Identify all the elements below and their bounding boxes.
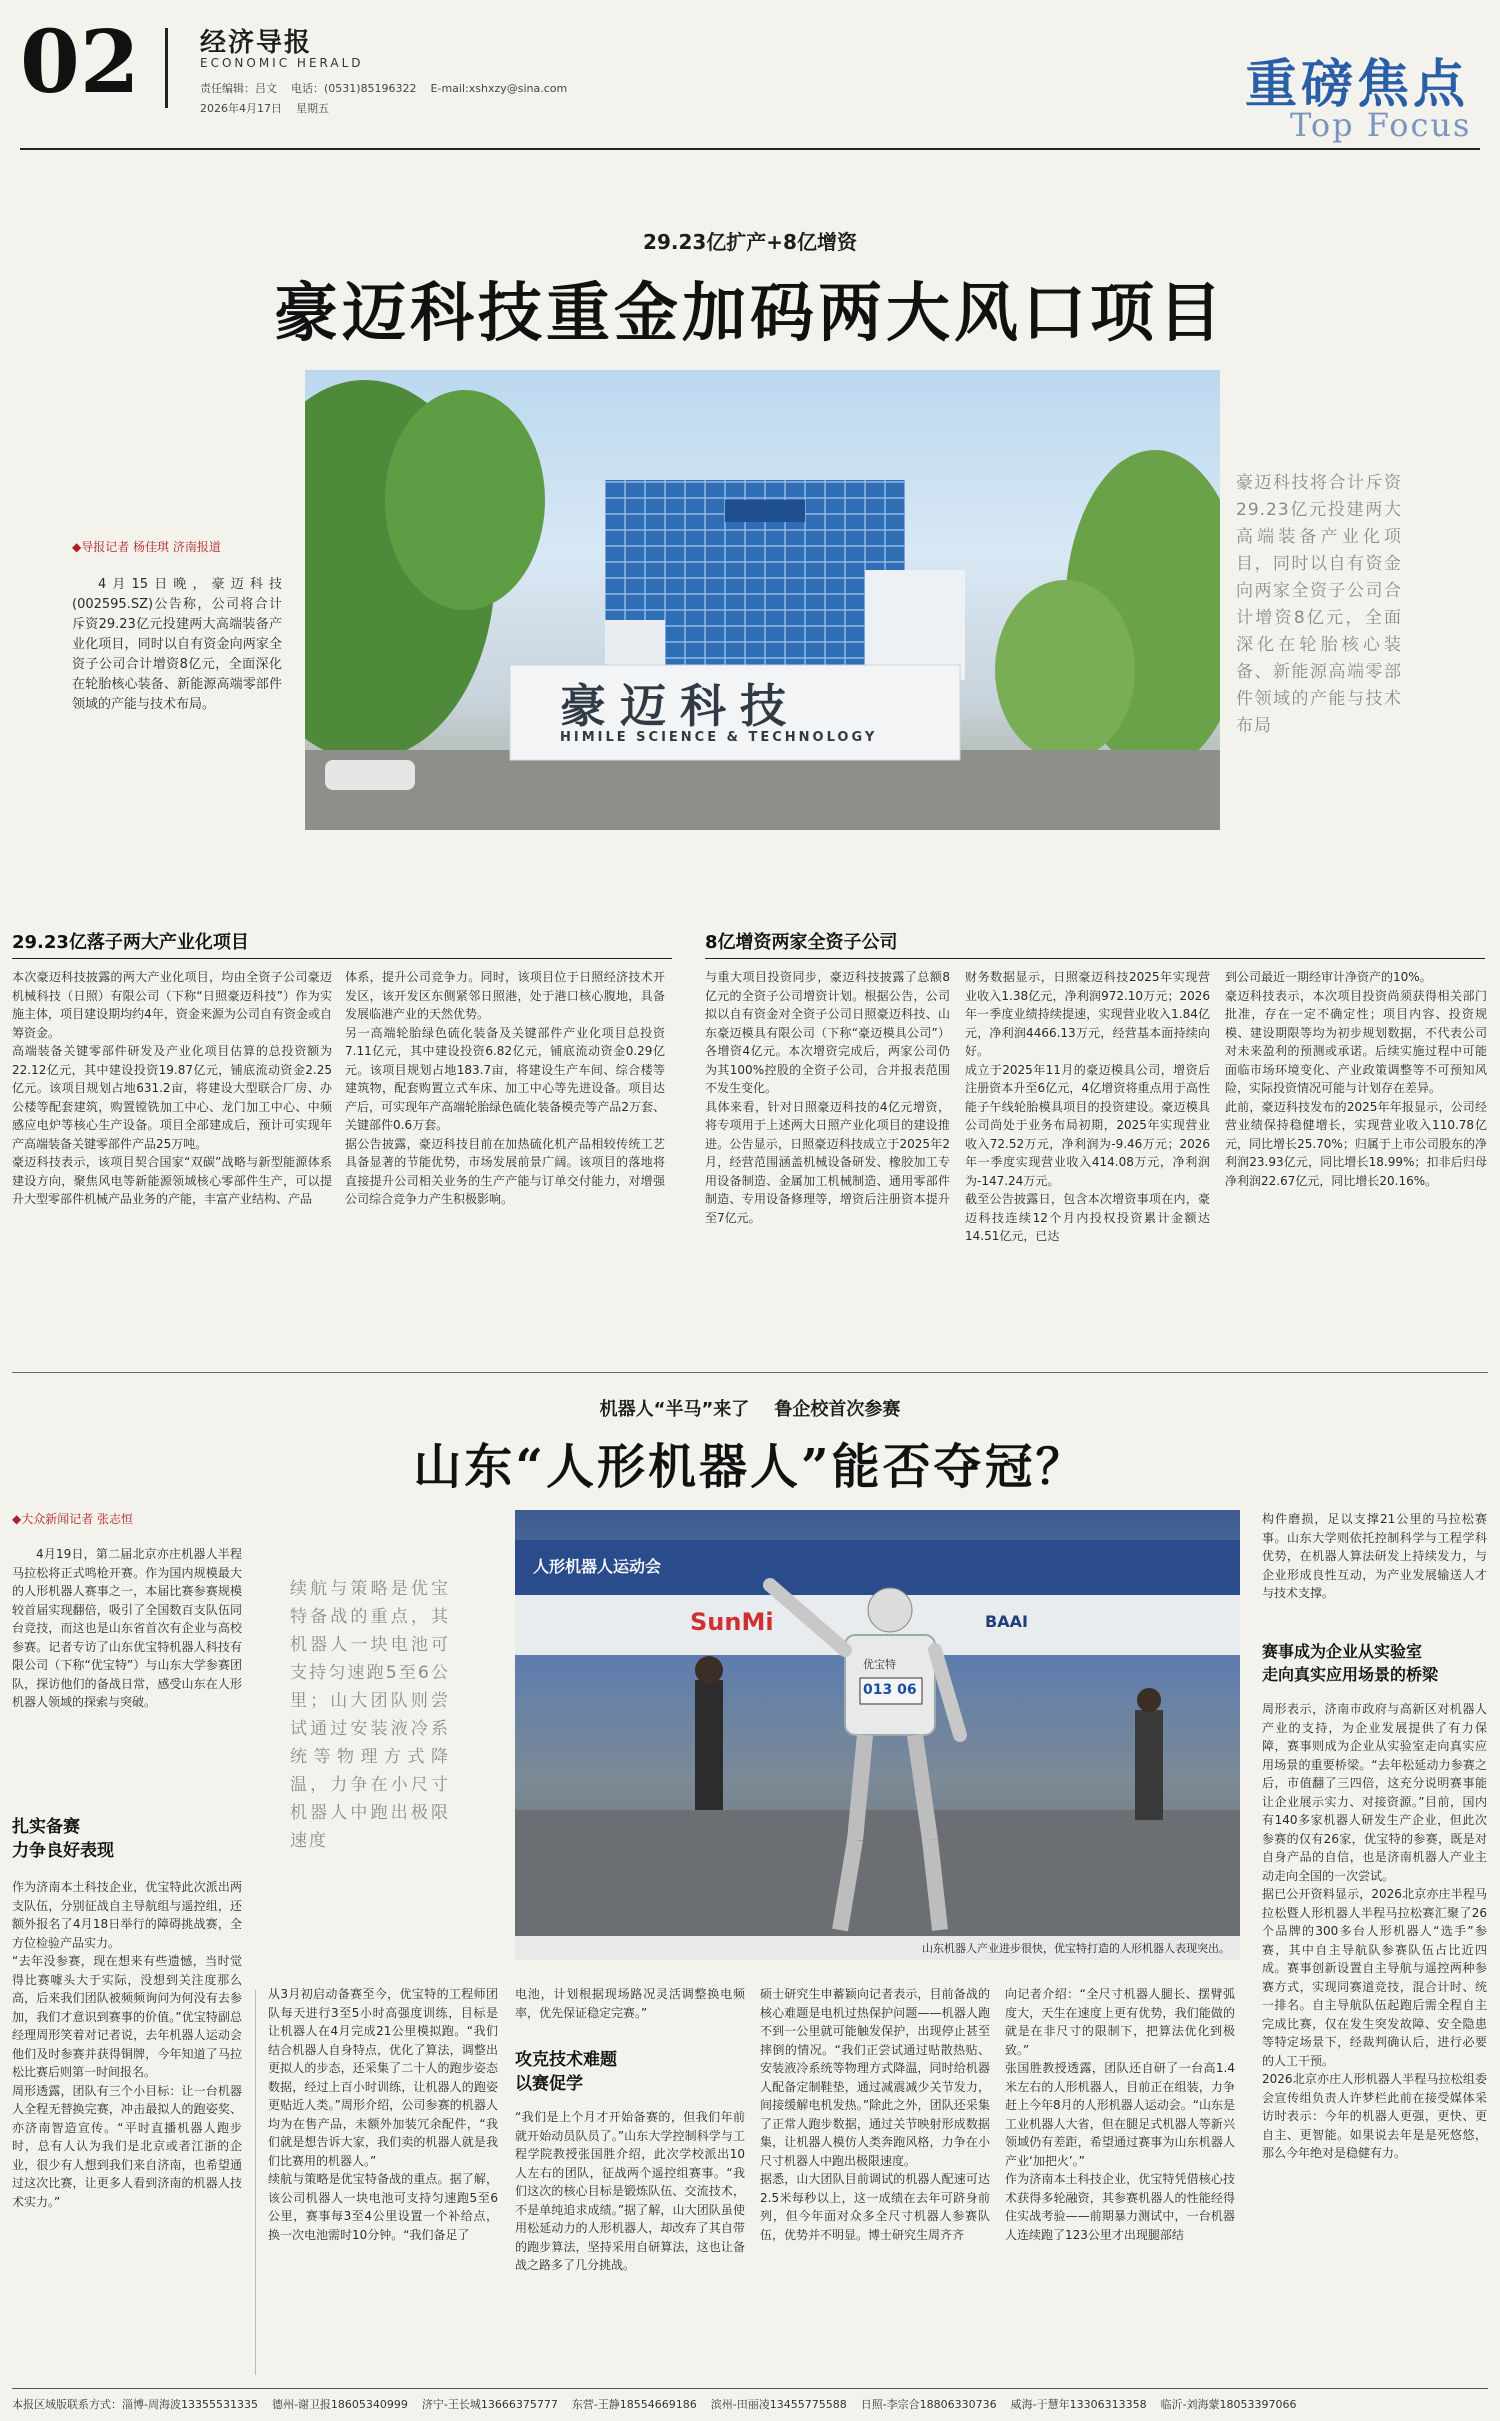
story1-headline: 豪迈科技重金加码两大风口项目 xyxy=(274,276,1226,351)
section-title-cn: 经济导报 xyxy=(200,28,313,58)
story2-mid-col-2: 电池，计划根据现场路况灵活调整换电频率，优先保证稳定完赛。” xyxy=(515,1987,745,2020)
section-title-en: ECONOMIC HERALD xyxy=(200,56,364,70)
story1-col4: 财务数据显示，日照豪迈科技2025年实现营业收入1.38亿元，净利润972.10万元；2026年一季度业绩持续提速，实现营业收入1.84亿元，净利润4466.13万元，经营基本面持续向好。 成立于2025年11月的豪迈模具公司，增资后注册资本升至6亿元，4亿增资将重点用于高性能子午线轮胎模具项目的投资建设。豪迈模具公司尚处于业务布局初期，2025年实现营业收入72.52万元，净利润为-9.46万元；2026年一季度实现营业收入414.08万元，净利润为-147.24万元。 截至公告披露日，包含本次增资事项在内，豪迈科技连续12个月内投权投资累计金额达14.51亿元，已达 xyxy=(965,970,1210,1243)
section1-title: 29.23亿落子两大产业化项目 xyxy=(12,932,249,953)
masthead-rule xyxy=(20,148,1480,150)
page-number: 02 xyxy=(20,12,140,113)
editor-line: 责任编辑：吕文 电话：(0531)85196322 E-mail:xshxzy@sina.com xyxy=(200,82,568,95)
date-line: 2026年4月17日 星期五 xyxy=(200,102,329,115)
story2-sub1: 扎实备赛 力争良好表现 xyxy=(12,1817,114,1861)
photo-sponsor-text: SunMi xyxy=(690,1608,774,1636)
section2-rule xyxy=(705,958,1485,959)
story2-headline: 山东“人形机器人”能否夺冠？ xyxy=(413,1439,1087,1495)
photo-baai-text: BAAI xyxy=(985,1612,1028,1631)
photo-sign-cn: 豪迈科技 xyxy=(560,679,800,733)
masthead-divider xyxy=(165,28,168,108)
story2-kicker: 机器人“半马”来了 鲁企校首次参赛 xyxy=(599,1399,901,1420)
robot-bib-number: 013 06 xyxy=(863,1682,917,1698)
story2-mid-col-4: 向记者介绍：“全尺寸机器人腿长、摆臂弧度大，天生在速度上更有优势，我们能做的就是在非尺寸的限制下，把算法优化到极致。” 张国胜教授透露，团队还自研了一台高1.4米左右的人形机器人，目前正在组装，力争赶上今年8月的人形机器人运动会。“山东是工业机器人大省，但在腿足式机器人等新兴领域仍有差距，希望通过赛事为山东机器人产业‘加把火’。” 作为济南本土科技企业，优宝特凭借核心技术获得多轮融资，其参赛机器人的性能经得住实战考验——前期暴力测试中，一台机器人连续跑了123公里才出现腿部结 xyxy=(1005,1987,1235,2242)
photo-sign-en: HIMILE SCIENCE & TECHNOLOGY xyxy=(560,730,878,745)
office-building-graphic xyxy=(305,370,1220,830)
story2-robot-photo xyxy=(515,1510,1240,1960)
story2-pullquote: 续航与策略是优宝特备战的重点，其机器人一块电池可支持匀速跑5至6公里；山大团队则尝试通过安装液冷系统等物理方式降温，力争在小尺寸机器人中跑出极限速度 xyxy=(290,1579,450,1851)
story2-right-col-a: 构件磨损，足以支撑21公里的马拉松赛事。山东大学则依托控制科学与工程学科优势，在机器人算法研发上持续发力，与企业形成良性互动，为产业发展输送人才与技术支撑。 xyxy=(1262,1512,1487,1600)
story1-col3: 与重大项目投资同步，豪迈科技披露了总额8亿元的全资子公司增资计划。根据公告，公司拟以自有资金对全资子公司日照豪迈科技、山东豪迈模具有限公司（下称“豪迈模具公司”）各增资4亿元。本次增资完成后，两家公司仍为其100%控股的全资子公司，合并报表范围不发生变化。 具体来看，针对日照豪迈科技的4亿元增资，将专项用于上述两大日照产业化项目的建设推进。公告显示，日照豪迈科技成立于2025年2月，经营范围涵盖机械设备研发、橡胶加工专用设备制造、金属加工机械制造、通用零部件制造、专用设备修理等，增资后注册资本提升至7亿元。 xyxy=(705,970,950,1225)
story2-col-divider-1 xyxy=(255,1990,256,2375)
robot-scene-graphic xyxy=(515,1510,1240,1960)
story2-mid-col-3: 硕士研究生申蓄颖向记者表示，目前备战的核心难题是电机过热保护问题——机器人跑不到一公里就可能触发保护，出现停止甚至摔倒的情况。“我们正尝试通过贴散热贴、安装液冷系统等物理方式降温，同时给机器人配备定制鞋垫，通过减震减少关节发力，间接缓解电机发热。”除此之外，团队还采集了正常人跑步数据，通过关节映射形成数据集，让机器人模仿人类奔跑风格，力争在小尺寸机器人中跑出极限速度。 据悉，山大团队目前调试的机器人配速可达2.5米每秒以上，这一成绩在去年可跻身前列，但今年面对众多全尺寸机器人参赛队伍，优势并不明显。博士研究生周齐齐 xyxy=(760,1987,990,2242)
robot-chest-label: 优宝特 xyxy=(863,1658,896,1671)
story2-mid-col-1: 从3月初启动备赛至今，优宝特的工程师团队每天进行3至5小时高强度训练，目标是让机器人在4月完成21公里模拟跑。“我们结合机器人自身特点，优化了算法，调整出更拟人的步态，还采集了二十人的跑步姿态数据，经过上百小时训练，让机器人的跑姿更贴近人类。”周形介绍，公司参赛的机器人均为在售产品，未额外加装冗余配件，“我们就是想告诉大家，我们卖的机器人就是我们比赛用的机器人。” 续航与策略是优宝特备战的重点。据了解，该公司机器人一块电池可支持匀速跑5至6公里，赛事每3至4公里设置一个补给点，换一次电池需时10分钟。“我们备足了 xyxy=(268,1987,498,2242)
top-focus-subtitle: Top Focus xyxy=(1290,106,1472,144)
story2-mid-col-2b: “我们是上个月才开始备赛的，但我们年前就开始动员队员了。”山东大学控制科学与工程学院教授张国胜介绍，此次学校派出10人左右的团队，征战两个遥控组赛事。“我们这次的核心目标是锻炼队伍、交流技术，不是单纯追求成绩。”据了解，山大团队虽使用松延动力的人形机器人，却改弃了其自带的跑步算法，坚持采用自研算法，这也让备战之路多了几分挑战。 xyxy=(515,2110,745,2272)
story2-left-col-b: 作为济南本土科技企业，优宝特此次派出两支队伍，分别征战自主导航组与遥控组，还额外报名了4月18日举行的障碍挑战赛，全方位检验产品实力。 “去年没参赛，现在想来有些遗憾，当时觉得比赛噱头大于实际，没想到关注度那么高，后来我们团队被频频询问为何没有去参加，我们才意识到赛事的价值。”优宝特副总经理周形笑着对记者说，去年机器人运动会他们及时参赛并获得铜牌，今年知道了马拉松比赛后则第一时间报名。 周形透露，团队有三个小目标：让一台机器人全程无替换完赛，冲击最拟人的跑姿奖、亦济南智造宣传。“平时直播机器人跑步时，总有人认为我们是北京或者江浙的企业，很少有人想到我们来自济南，也希望通过这次比赛，让更多人看到济南的机器人技术实力。” xyxy=(12,1880,242,2209)
story1-kicker: 29.23亿扩产+8亿增资 xyxy=(643,230,857,254)
story2-left-col-a: 4月19日，第二届北京亦庄机器人半程马拉松将正式鸣枪开赛。作为国内规模最大的人形机器人赛事之一，本届比赛参赛规模较首届实现翻倍，吸引了全国数百支队伍同台竞技，而这也是山东省首次有企业与高校参赛。记者专访了山东优宝特机器人科技有限公司（下称“优宝特”）与山东大学参赛团队，探访他们的备战日常，感受山东在人形机器人领域的探索与突破。 xyxy=(12,1547,242,1709)
story2-byline: ◆大众新闻记者 张志恒 xyxy=(12,1512,134,1526)
story2-sub2: 攻克技术难题 以赛促学 xyxy=(515,2050,617,2094)
story2-right-col-b: 周形表示，济南市政府与高新区对机器人产业的支持，为企业发展提供了有力保障，赛事则成为企业从实验室走向真实应用场景的重要桥梁。“去年松延动力参赛之后，市值翻了三四倍，这充分说明赛事能让企业展示实力、对接资源。”目前，国内有140多家机器人研发生产企业，但此次参赛的仅有26家，优宝特的参赛，既是对自身产品的自信，也是济南机器人产业主动走向全国的一次尝试。 据已公开资料显示，2026北京亦庄半程马拉松暨人形机器人半程马拉松赛汇聚了26个品牌的300多台人形机器人“选手”参赛，其中自主导航队参赛队伍占比近四成。赛事创新设置自主导航与遥控两种参赛方式，实现同赛道竞技，混合计时、统一排名。自主导航队伍起跑后需全程自主完成比赛，仅在发生突发故障、安全隐患等特定场景下，经裁判确认后，进行必要的人工干预。 2026北京亦庄人形机器人半程马拉松组委会宣传组负责人许梦栏此前在接受媒体采访时表示：今年的机器人更强，更快、更自主、更智能。如果说去年是是死悠悠，那么今年绝对是稳健有力。 xyxy=(1262,1702,1487,2160)
photo-banner-text: 人形机器人运动会 xyxy=(533,1557,662,1576)
footer-contacts: 本报区域版联系方式：淄博-周海波13355531335 德州-谢卫报18605340999 济宁-王长城13666375777 东营-王静18554669186 滨州-田丽凌13455775588 日照-李宗合18806330736 威海-于慧年13306313358 临沂-刘海蒙18053397066 xyxy=(12,2398,1297,2411)
story1-col2: 体系，提升公司竞争力。同时，该项目位于日照经济技术开发区，该开发区东侧紧邻日照港，处于港口核心腹地，具备发展临港产业的天然优势。 另一高端轮胎绿色硫化装备及关键部件产业化项目总投资7.11亿元，其中建设投资6.82亿元，铺底流动资金0.29亿元。该项目规划占地183.7亩，将建设生产车间、综合楼等建筑物，配套购置立式车床、加工中心等先进设备。项目达产后，可实现年产高端轮胎绿色硫化装备模壳等产品2万套、关键部件0.6万套。 据公告披露，豪迈科技目前在加热硫化机产品相较传统工艺具备显著的节能优势，市场发展前景广阔。该项目的落地将直接提升公司相关业务的生产产能与订单交付能力，对增强公司综合竞争力产生积极影响。 xyxy=(345,970,665,1206)
story-divider xyxy=(12,1372,1488,1373)
top-focus-title: 重磅焦点 xyxy=(1245,54,1470,115)
robot-photo-caption: 山东机器人产业进步很快，优宝特打造的人形机器人表现突出。 xyxy=(515,1936,1240,1960)
story1-photo xyxy=(305,370,1220,830)
story1-col1: 本次豪迈科技披露的两大产业化项目，均由全资子公司豪迈机械科技（日照）有限公司（下称“日照豪迈科技”）作为实施主体，项目建设期均约4年，资金来源为公司自有资金或自筹资金。 高端装备关键零部件研发及产业化项目估算的总投资额为22.12亿元，其中建设投资19.87亿元，铺底流动资金2.25亿元。该项目规划占地631.2亩，将建设大型联合厂房、办公楼等配套建筑，购置镗铣加工中心、龙门加工中心、中频感应电炉等核心生产设备。项目全部建成后，预计可实现年产高端装备关键零部件产品25万吨。 豪迈科技表示，该项目契合国家“双碳”战略与新型能源体系建设方向，聚焦风电等新能源领域核心零部件生产，可以提升大型零部件机械产品业务的产能，丰富产业结构、产品 xyxy=(12,970,332,1206)
story1-byline: ◆导报记者 杨佳琪 济南报道 xyxy=(72,540,221,554)
story1-pullquote: 豪迈科技将合计斥资29.23亿元投建两大高端装备产业化项目，同时以自有资金向两家全资子公司合计增资8亿元，全面深化在轮胎核心装备、新能源高端零部件领域的产能与技术布局 xyxy=(1236,473,1402,736)
footer-rule xyxy=(12,2388,1488,2389)
story1-lede: 4月15日晚，豪迈科技(002595.SZ)公告称，公司将合计斥资29.23亿元投建两大高端装备产业化项目，同时以自有资金向两家全资子公司合计增资8亿元，全面深化在轮胎核心装备、新能源高端零部件领域的产能与技术布局。 xyxy=(72,577,282,712)
story1-col5: 到公司最近一期经审计净资产的10%。 豪迈科技表示，本次项目投资尚须获得相关部门批准，存在一定不确定性；项目内容、投资规模、建设期限等均为初步规划数据，不代表公司对未来盈利的预测或承诺。后续实施过程中可能面临市场环境变化、产业政策调整等不可预知风险，实际投资情况可能与计划存在差异。 此前，豪迈科技发布的2025年年报显示，公司经营业绩保持稳健增长，实现营业收入110.78亿元，同比增长25.70%；归属于上市公司股东的净利润23.93亿元，同比增长18.99%；扣非后归母净利润22.67亿元，同比增长20.16%。 xyxy=(1225,970,1487,1188)
section2-title: 8亿增资两家全资子公司 xyxy=(705,932,898,953)
section1-rule xyxy=(12,958,672,959)
story2-sub3: 赛事成为企业从实验室 走向真实应用场景的桥梁 xyxy=(1262,1642,1439,1684)
